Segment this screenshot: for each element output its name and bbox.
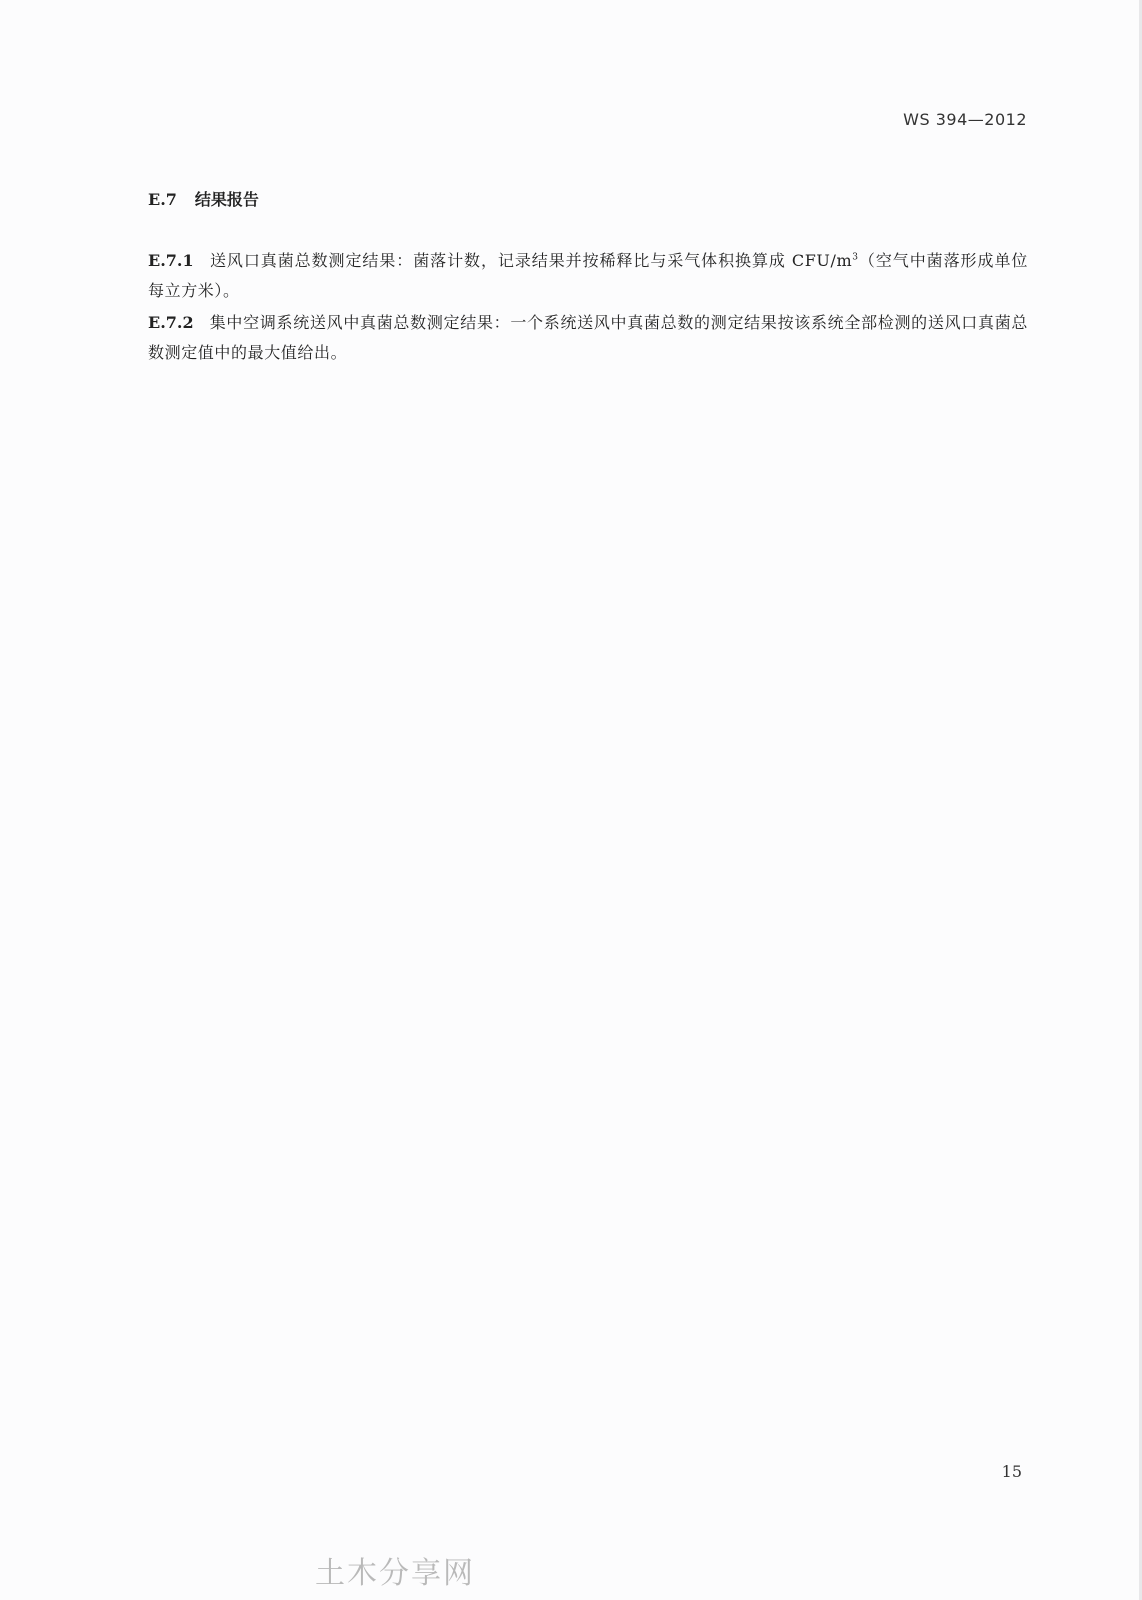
clause-text: 送风口真菌总数测定结果：菌落计数，记录结果并按稀释比与采气体积换算成 CFU/m [209, 251, 853, 270]
section-heading [148, 188, 1028, 212]
clause-e-7-1 [148, 246, 1028, 306]
superscript-exponent: 3 [852, 252, 859, 263]
clause-text: 集中空调系统送风中真菌总数测定结果：一个系统送风中真菌总数的测定结果按该系统全部检测的送风口真菌总数测定值中的最大值给出。 [148, 313, 1028, 362]
section-number: E.7 [148, 190, 177, 209]
section-title: 结果报告 [194, 190, 259, 209]
clause-e-7-2 [148, 308, 1028, 368]
standard-code: WS 394—2012 [903, 110, 1027, 129]
clause-number: E.7.1 [148, 251, 194, 270]
page-number: 15 [1001, 1462, 1022, 1481]
clause-text-continued: （空气中菌落形成单位每立方米）。 [148, 251, 1028, 300]
page-content [148, 188, 1028, 370]
clause-number: E.7.2 [148, 313, 194, 332]
watermark: 土木分享网 [315, 1556, 475, 1591]
